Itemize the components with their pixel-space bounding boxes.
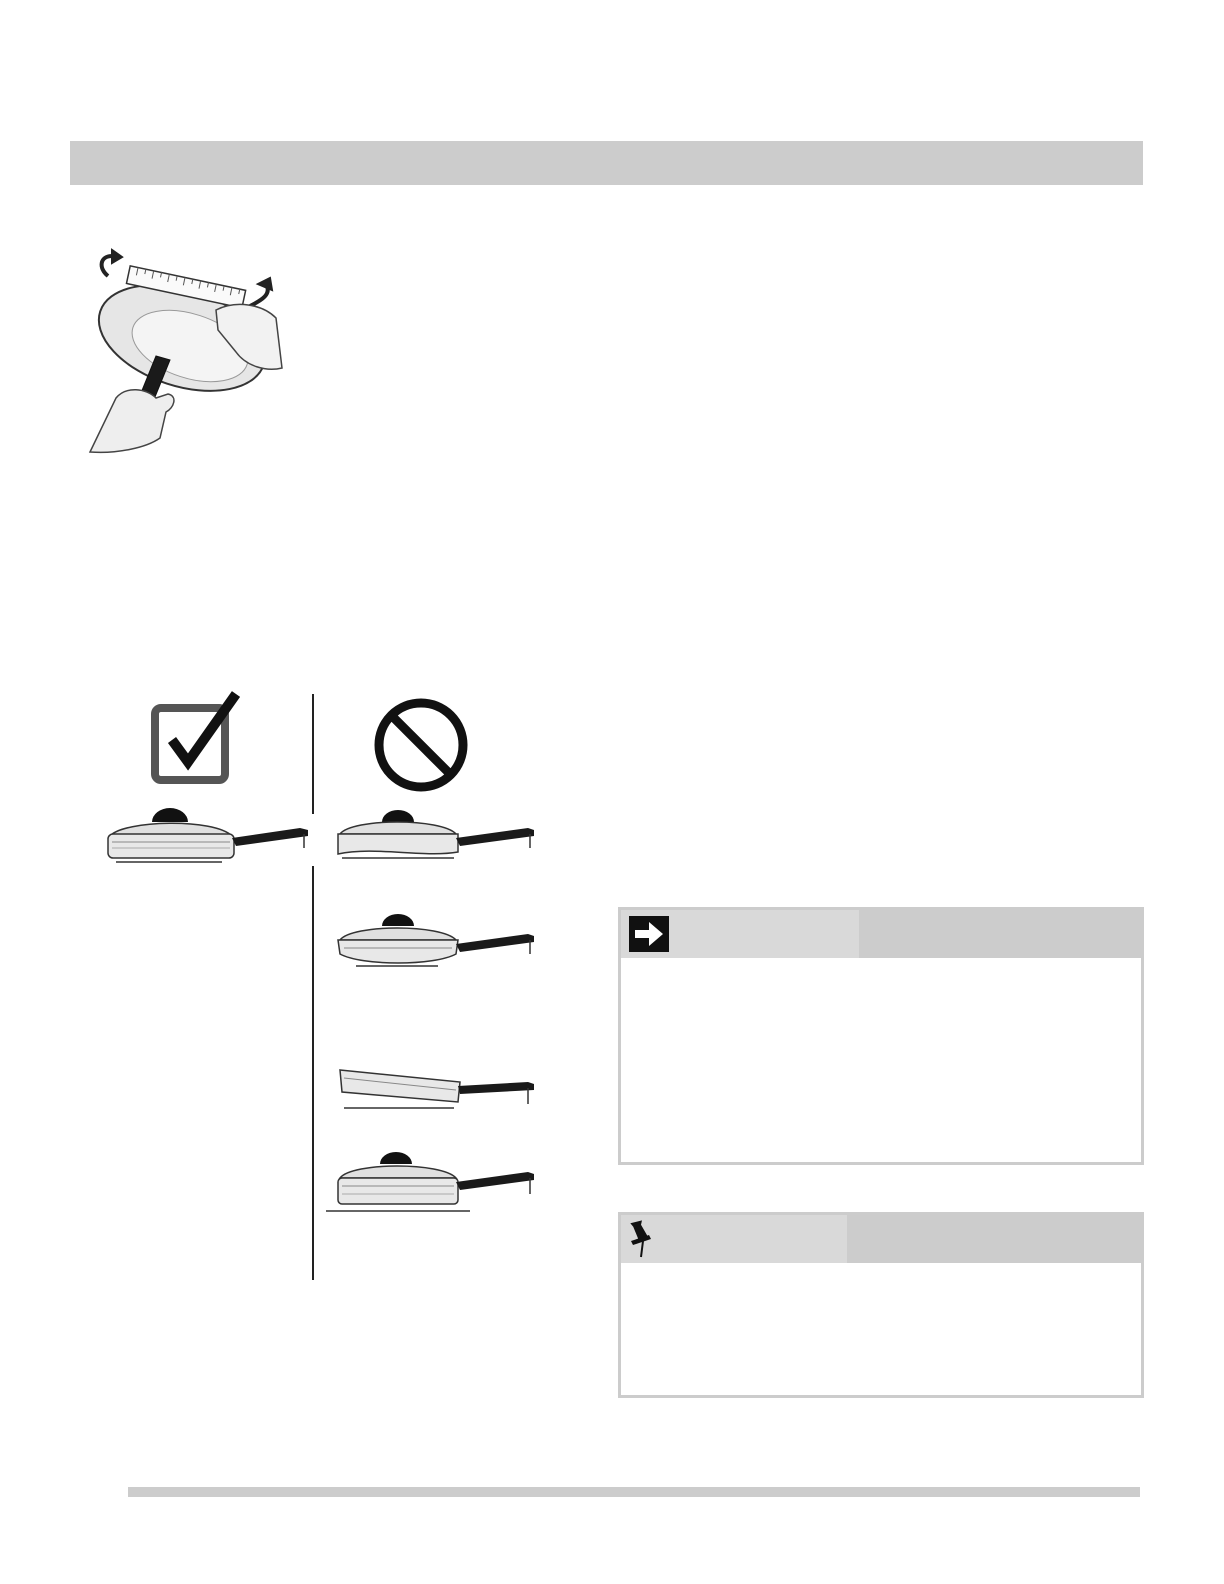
comparison-divider-top xyxy=(312,694,314,814)
pan-uneven-bottom-incorrect xyxy=(334,800,544,864)
pan-tilted-incorrect xyxy=(334,1062,544,1112)
tip-box-tab xyxy=(621,1215,847,1263)
comparison-divider-bottom xyxy=(312,866,314,1280)
section-header-bar xyxy=(70,141,1143,185)
tip-box-header xyxy=(621,1215,1141,1263)
tip-box xyxy=(618,1212,1144,1398)
prohibition-circle-icon xyxy=(372,696,470,794)
pushpin-icon xyxy=(627,1219,657,1259)
pan-small-on-large-element-incorrect xyxy=(326,1150,544,1216)
note-box-header xyxy=(621,910,1141,958)
pan-rounded-bottom-incorrect xyxy=(334,910,544,972)
rotate-arrow-left-icon xyxy=(102,250,122,276)
ruler-pan-illustration xyxy=(86,248,296,454)
note-box xyxy=(618,907,1144,1165)
checkmark-in-square-icon xyxy=(150,690,250,786)
rotate-arrow-right-icon xyxy=(250,278,272,306)
pan-flat-bottom-correct xyxy=(104,800,318,870)
footer-rule xyxy=(128,1487,1140,1497)
note-box-tab xyxy=(621,910,859,958)
arrow-right-icon xyxy=(629,916,669,952)
